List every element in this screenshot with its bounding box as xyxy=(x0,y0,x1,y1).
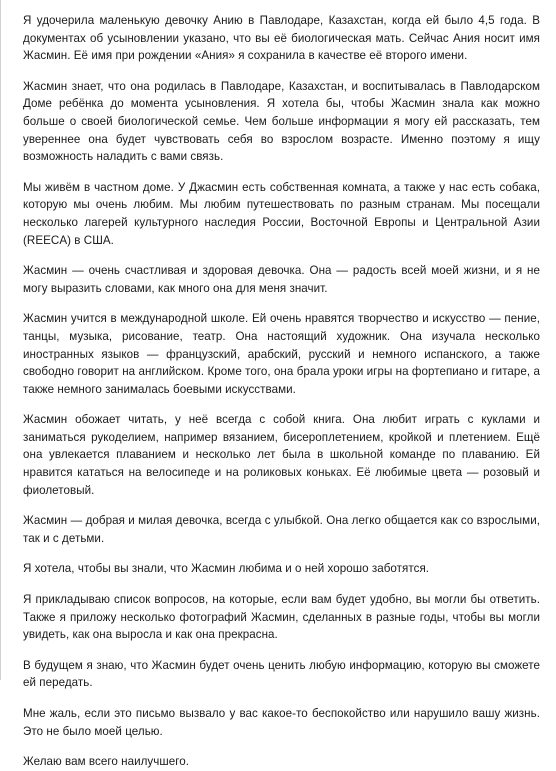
paragraph-hobbies: Жасмин обожает читать, у неё всегда с собой книга. Она любит играть с куклами и заниматься рукоделием, например вязанием, бисероплетением, кройкой и плетением. Ещё она увлекается плаванием и несколько лет была в школьной команде по плаванию. Ей нравится кататься на велосипеде и на роликовых коньках. Её любимые цвета — розовый и фиолетовый. xyxy=(23,413,540,497)
paragraph-future: В будущем я знаю, что Жасмин будет очень ценить любую информацию, которую вы сможете ей передать. xyxy=(23,658,540,690)
paragraph-loved: Я хотела, чтобы вы знали, что Жасмин любима и о ней хорошо заботятся. xyxy=(23,562,430,576)
paragraph-adoption-intro: Я удочерила маленькую девочку Анию в Павлодаре, Казахстан, когда ей было 4,5 года. В документах об усыновлении указано, что вы её биологическая мать. Сейчас Ания носит имя Жасмин. Её имя при рождении «Ания» я сохранила в качестве её второго имени. xyxy=(23,14,540,63)
paragraph-attachments: Я прикладываю список вопросов, на которые, если вам будет удобно, вы могли бы ответить. Также я приложу несколько фотографий Жасмин, сделанных в разные годы, чтобы вы могли увидеть, как она выросла и как она прекрасна. xyxy=(23,593,540,642)
paragraph-home-life: Мы живём в частном доме. У Джасмин есть собственная комната, а также у нас есть собака, которую мы очень любим. Мы любим путешествовать по разным странам. Мы посещали несколько лагерей культурного наследия России, Восточной Европы и Центральной Азии (REECA) в США. xyxy=(23,180,540,247)
paragraph-apology: Мне жаль, если это письмо вызвало у вас какое-то беспокойство или нарушило вашу жизнь. Это не было моей целью. xyxy=(23,707,540,738)
paragraph-closing: Желаю вам всего наилучшего. xyxy=(23,755,190,769)
paragraph-school: Жасмин учится в международной школе. Ей очень нравятся творчество и искусство — пение, танцы, музыка, рисование, театр. Она настоящий художник. Она изучала несколько иностранных языков — французский, арабский, русский и немного испанского, а также свободно говорит на английском. Кроме того, она брала уроки игры на фортепиано и гитаре, а также немного занималась боевыми искусствами. xyxy=(23,312,540,396)
paragraph-personality: Жасмин — добрая и милая девочка, всегда с улыбкой. Она легко общается как со взрослыми, так и с детьми. xyxy=(23,514,540,545)
paragraph-birthplace: Жасмин знает, что она родилась в Павлодаре, Казахстан, и воспитывалась в Павлодарском Доме ребёнка до момента усыновления. Я хотела бы, чтобы Жасмин знала как можно больше о своей биологической семье. Чем больше информации я могу ей рассказать, тем увереннее она будет чувствовать себя во взрослом возрасте. Именно поэтому я ищу возможность наладить с вами связь. xyxy=(23,79,540,164)
paragraph-happy-girl: Жасмин — очень счастливая и здоровая девочка. Она — радость всей моей жизни, и я не могу выразить словами, как много она для меня значит. xyxy=(23,264,540,295)
